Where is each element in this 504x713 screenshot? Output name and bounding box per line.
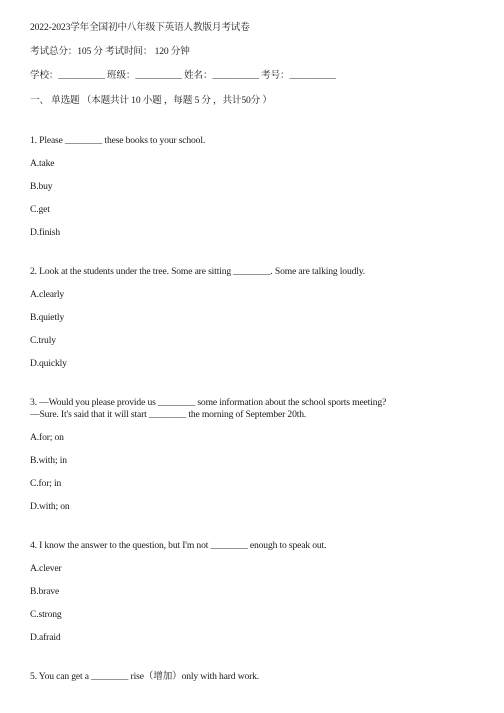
question-3-stem: 3. —Would you please provide us ________ some information about the school sports meeting? [30,397,387,408]
question-1-stem: 1. Please ________ these books to your school. [30,135,206,146]
question-1-option-d: D.finish [30,227,60,238]
question-3-stem-reply: —Sure. It's said that it will start ________ the morning of September 20th. [30,409,307,420]
question-2-stem: 2. Look at the students under the tree. Some are sitting ________. Some are talking loudly. [30,266,366,277]
question-3-option-c: C.for; in [30,478,62,489]
exam-title: 2022-2023学年全国初中八年级下英语人教版月考试卷 [30,22,250,33]
question-1-option-a: A.take [30,158,55,169]
question-2-option-c: C.truly [30,335,56,346]
question-4-stem: 4. I know the answer to the question, but I'm not ________ enough to speak out. [30,540,327,551]
question-2-option-d: D.quickly [30,358,67,369]
question-5-stem: 5. You can get a ________ rise（增加）only with hard work. [30,671,260,682]
section-heading: 一、 单选题 （本题共计 10 小题 ，每题 5 分 ，共计50分 ） [30,95,272,106]
question-4-option-b: B.brave [30,586,60,597]
question-3-option-a: A.for; on [30,432,64,443]
student-info-line: 学校：__________ 班级：__________ 姓名：__________ 考号：__________ [30,70,336,81]
question-4-option-a: A.clever [30,563,62,574]
question-4-option-d: D.afraid [30,632,61,643]
exam-score-line: 考试总分：105 分 考试时间： 120 分钟 [30,46,190,57]
question-3-option-b: B.with; in [30,455,67,466]
question-2-option-a: A.clearly [30,289,65,300]
question-1-option-b: B.buy [30,181,53,192]
question-4-option-c: C.strong [30,609,62,620]
question-1-option-c: C.get [30,204,50,215]
question-3-option-d: D.with; on [30,501,70,512]
question-2-option-b: B.quietly [30,312,65,323]
